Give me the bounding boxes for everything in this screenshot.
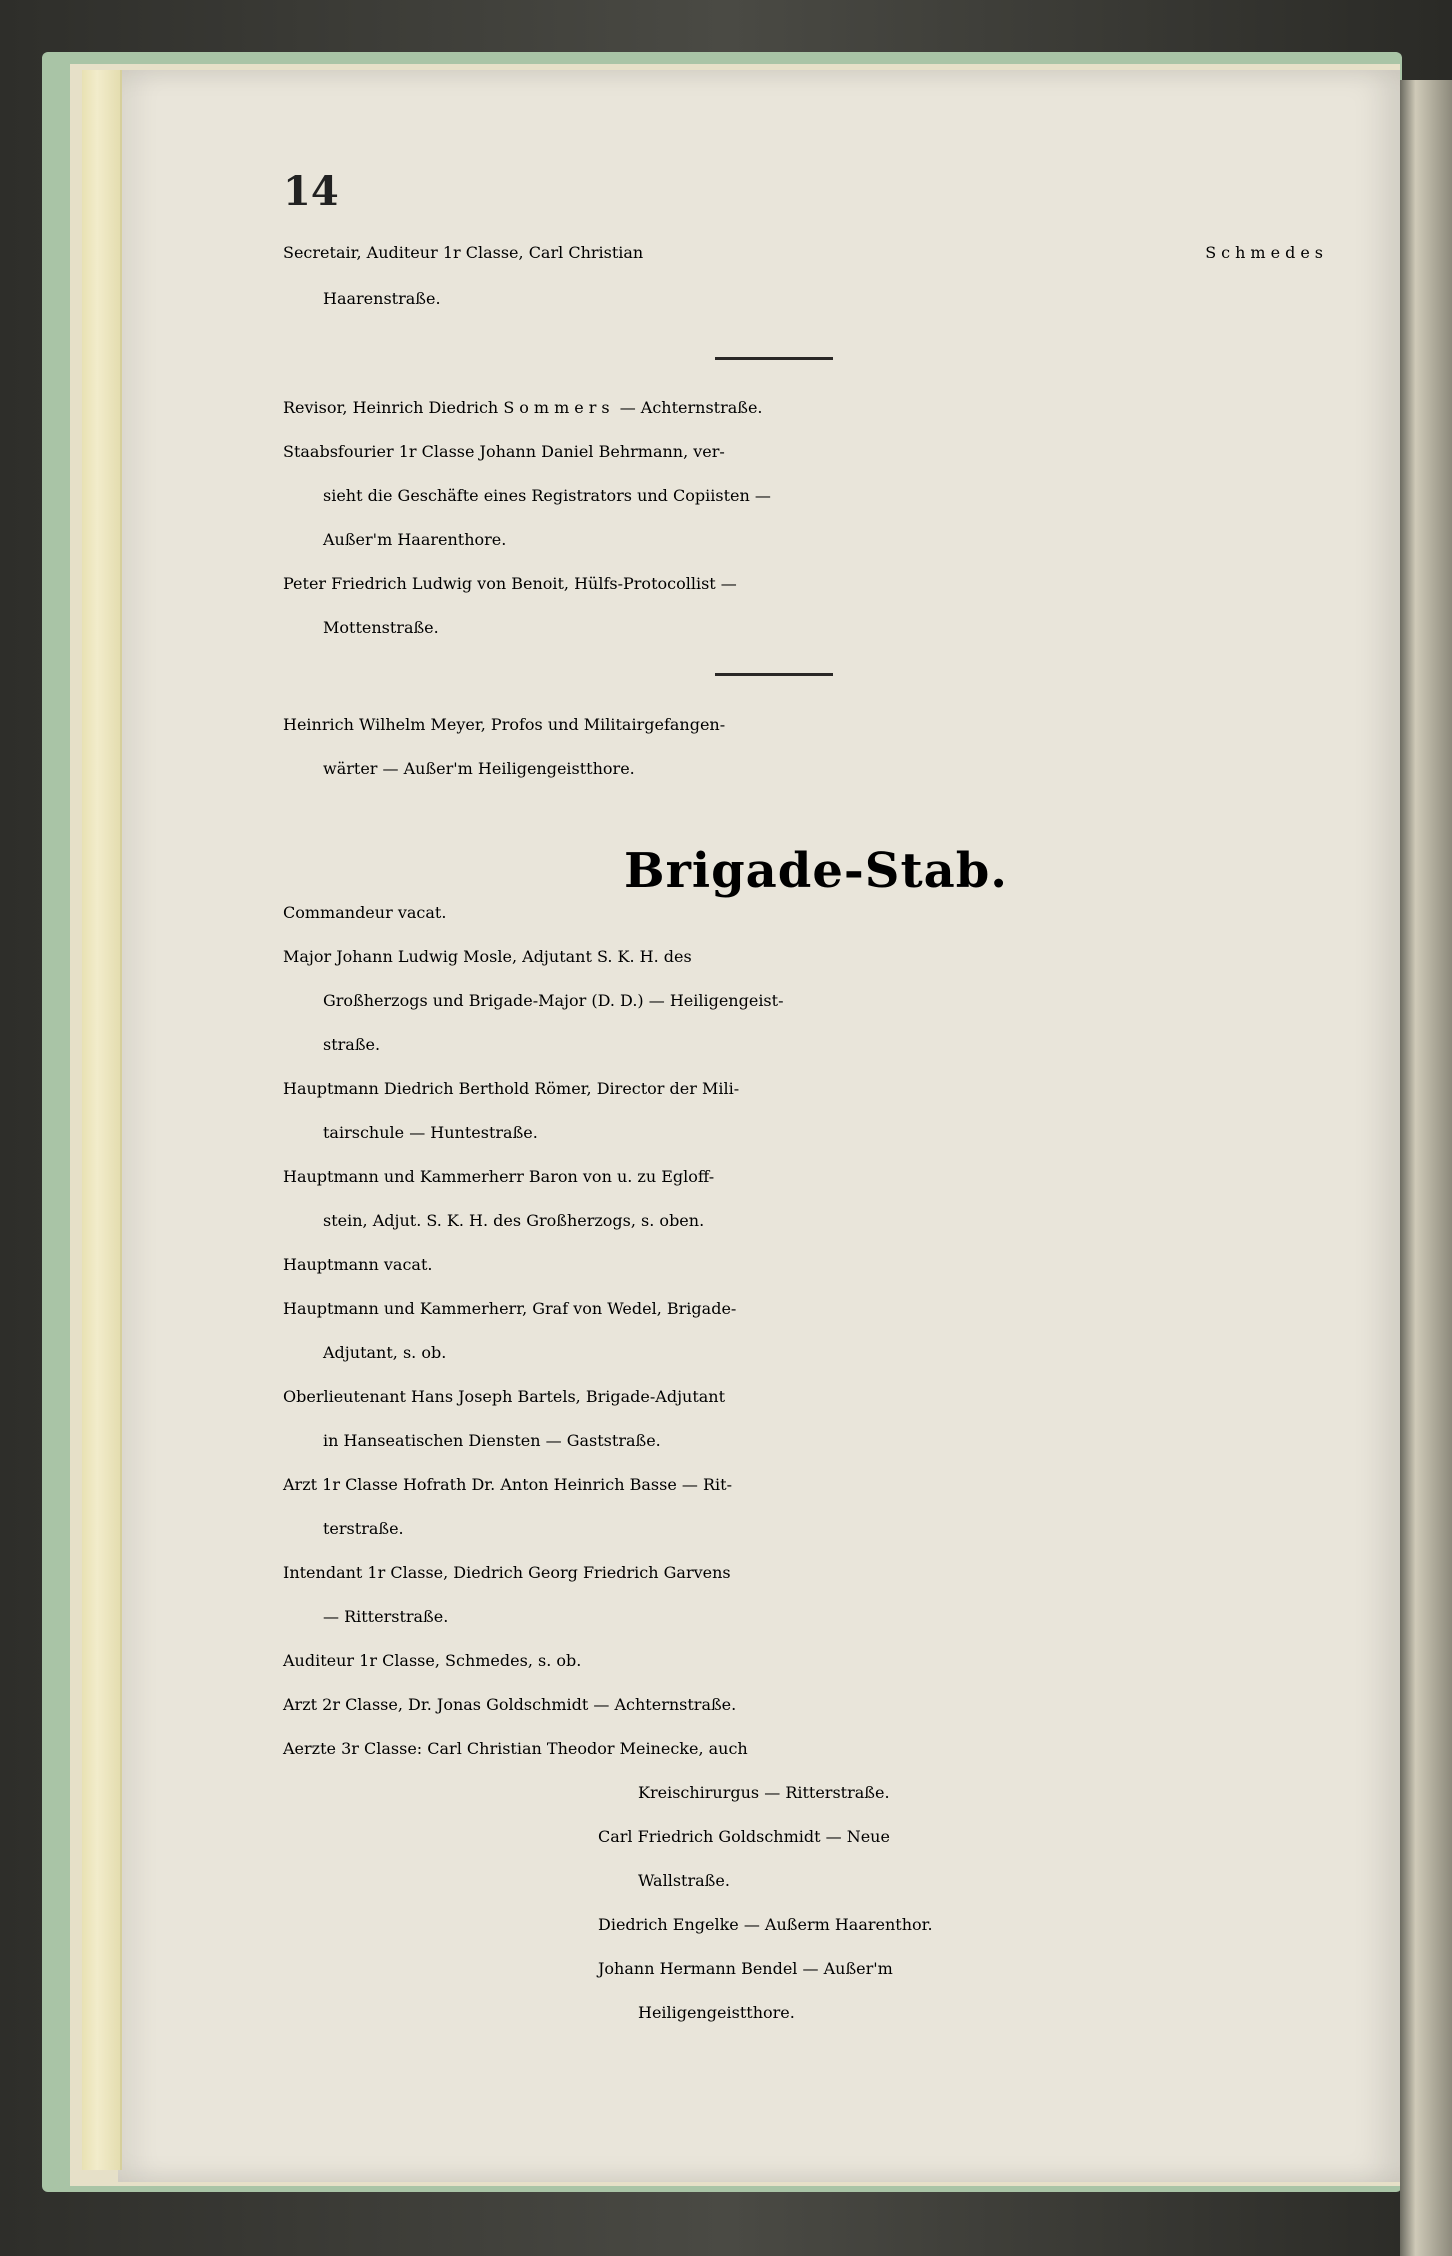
text-line: wärter — Außer'm Heiligengeistthore. — [323, 759, 635, 778]
text-line: Hauptmann Diedrich Berthold Römer, Director der Mili- — [283, 1079, 740, 1098]
text-line: Carl Friedrich Goldschmidt — Neue — [598, 1827, 890, 1846]
text-line: Wallstraße. — [638, 1871, 730, 1890]
text-line: Großherzogs und Brigade-Major (D. D.) — Heiligengeist- — [323, 991, 784, 1010]
book-page — [118, 70, 1400, 2182]
text-line: stein, Adjut. S. K. H. des Großherzogs, s. oben. — [323, 1211, 705, 1230]
text-line: terstraße. — [323, 1519, 404, 1538]
text-line: Haarenstraße. — [323, 289, 441, 308]
text-line: in Hanseatischen Diensten — Gaststraße. — [323, 1431, 661, 1450]
text-line: Adjutant, s. ob. — [323, 1343, 447, 1362]
text-line: Auditeur 1r Classe, Schmedes, s. ob. — [283, 1651, 582, 1670]
text-line: Kreischirurgus — Ritterstraße. — [638, 1783, 890, 1802]
page-gutter-strip — [82, 70, 122, 2170]
text-segment: Revisor, Heinrich Diedrich — [283, 398, 499, 417]
text-line: Hauptmann und Kammerherr Baron von u. zu Egloff- — [283, 1167, 715, 1186]
text-line: straße. — [323, 1035, 381, 1054]
text-line: Heiligengeistthore. — [638, 2003, 795, 2022]
page-number: 14 — [283, 168, 339, 215]
text-segment: — Achternstraße. — [619, 398, 763, 417]
text-line: Intendant 1r Classe, Diedrich Georg Friedrich Garvens — [283, 1563, 731, 1582]
text-line: Aerzte 3r Classe: Carl Christian Theodor Meinecke, auch — [283, 1739, 748, 1758]
text-line: Mottenstraße. — [323, 618, 439, 637]
text-line: Oberlieutenant Hans Joseph Bartels, Brigade-Adjutant — [283, 1387, 726, 1406]
section-heading: Brigade-Stab. — [624, 843, 1008, 899]
text-segment: Secretair, Auditeur 1r Classe, Carl Christian — [283, 243, 644, 262]
text-line: Major Johann Ludwig Mosle, Adjutant S. K. H. des — [283, 947, 692, 966]
text-line: Außer'm Haarenthore. — [323, 530, 507, 549]
text-line: Arzt 1r Classe Hofrath Dr. Anton Heinrich Basse — Rit- — [283, 1475, 732, 1494]
text-line: Peter Friedrich Ludwig von Benoit, Hülfs-Protocollist — — [283, 574, 737, 593]
text-line: — Ritterstraße. — [323, 1607, 449, 1626]
text-line: Arzt 2r Classe, Dr. Jonas Goldschmidt — Achternstraße. — [283, 1695, 737, 1714]
text-line: sieht die Geschäfte eines Registrators und Copiisten — — [323, 486, 771, 505]
text-line: tairschule — Huntestraße. — [323, 1123, 538, 1142]
text-line: Commandeur vacat. — [283, 903, 447, 922]
text-line: Johann Hermann Bendel — Außer'm — [598, 1959, 893, 1978]
separator-rule — [715, 673, 833, 676]
separator-rule — [715, 357, 833, 360]
next-page-edge — [1400, 80, 1452, 2256]
text-line: Hauptmann vacat. — [283, 1255, 433, 1274]
text-line — [283, 398, 1328, 417]
text-line: Diedrich Engelke — Außerm Haarenthor. — [598, 1915, 933, 1934]
text-line — [283, 243, 1328, 262]
text-segment: Schmedes — [1205, 243, 1328, 262]
text-segment: Sommers — [503, 398, 615, 417]
text-line: Hauptmann und Kammerherr, Graf von Wedel, Brigade- — [283, 1299, 737, 1318]
text-line: Heinrich Wilhelm Meyer, Profos und Militairgefangen- — [283, 715, 726, 734]
text-line: Staabsfourier 1r Classe Johann Daniel Behrmann, ver- — [283, 442, 725, 461]
